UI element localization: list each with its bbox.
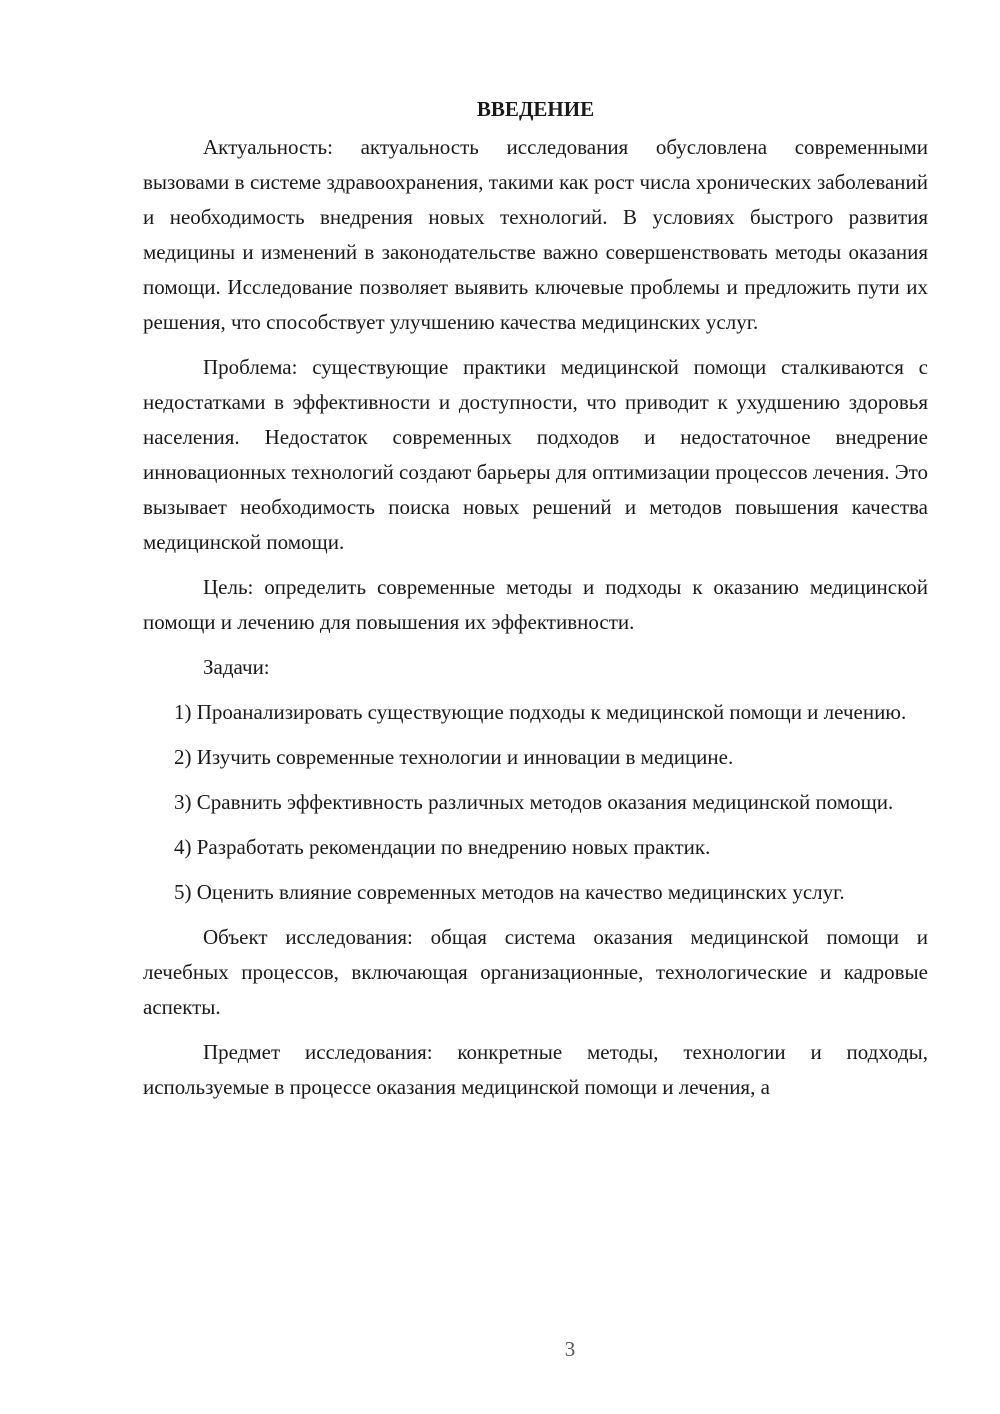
task-item-3: 3) Сравнить эффективность различных методов оказания медицинской помощи. [174, 790, 894, 814]
relevance-paragraph: Актуальность: актуальность исследования обусловлена современными вызовами в системе здравоохранения, такими как рост числа хронических заболеваний и необходимость внедрения новых технологий. В условиях быстрого развития медицины и изменений в законодательстве важно совершенствовать методы оказания помощи. Исследование позволяет выявить ключевые проблемы и предложить пути их решения, что способствует улучшению качества медицинских услуг. [143, 135, 928, 334]
task-item-4: 4) Разработать рекомендации по внедрению новых практик. [174, 835, 711, 859]
task-item-2: 2) Изучить современные технологии и инновации в медицине. [174, 745, 734, 769]
section-title: ВВЕДЕНИЕ [476, 97, 595, 121]
subject-paragraph: Предмет исследования: конкретные методы, технологии и подходы, используемые в процессе оказания медицинской помощи и лечения, а [143, 1040, 928, 1099]
page-body [143, 92, 928, 1105]
problem-paragraph: Проблема: существующие практики медицинской помощи сталкиваются с недостатками в эффективности и доступности, что приводит к ухудшению здоровья населения. Недостаток современных подходов и недостаточное внедрение инновационных технологий создают барьеры для оптимизации процессов лечения. Это вызывает необходимость поиска новых решений и методов повышения качества медицинской помощи. [143, 355, 928, 554]
object-paragraph: Объект исследования: общая система оказания медицинской помощи и лечебных процессов, включающая организационные, технологические и кадровые аспекты. [143, 925, 928, 1019]
tasks-heading: Задачи: [203, 655, 270, 679]
task-item-5: 5) Оценить влияние современных методов на качество медицинских услуг. [174, 880, 845, 904]
goal-paragraph: Цель: определить современные методы и подходы к оказанию медицинской помощи и лечению для повышения их эффективности. [143, 575, 928, 634]
task-item-1: 1) Проанализировать существующие подходы к медицинской помощи и лечению. [174, 700, 907, 724]
page-number: 3 [564, 1337, 576, 1361]
